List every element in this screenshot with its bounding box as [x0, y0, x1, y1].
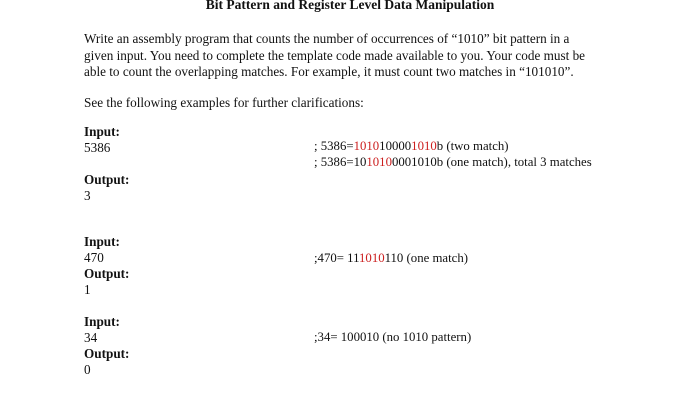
note-text: ;34= 100010 (no 1010 pattern) [314, 330, 472, 344]
note-text: 110 (one match) [384, 251, 468, 265]
intro-paragraph [84, 31, 624, 81]
note-text: b (two match) [436, 139, 509, 153]
example-3-output-label: Output: [84, 346, 130, 361]
highlighted-bits: 1010 [411, 139, 437, 153]
example-3-input-value: 34 [84, 330, 98, 345]
example-2-output-value: 1 [84, 282, 91, 297]
example-3-note-1 [314, 330, 471, 345]
highlighted-bits: 1010 [353, 139, 380, 153]
note-text: ; 5386=10 [314, 155, 367, 169]
note-text: ; 5386= [314, 139, 354, 153]
example-2-output-label: Output: [84, 266, 130, 281]
example-2-input-value: 470 [84, 250, 104, 265]
highlighted-bits: 1010 [359, 251, 385, 265]
example-3-input-label: Input: [84, 314, 120, 329]
example-2-note-1 [314, 251, 468, 266]
note-text: ;470= 11 [314, 251, 360, 265]
note-text: 10000 [379, 139, 412, 153]
example-1-output-label: Output: [84, 172, 130, 187]
document-title: Bit Pattern and Register Level Data Manipulation [205, 0, 495, 12]
see-examples-text: See the following examples for further clarifications: [84, 95, 364, 110]
intro-line-2: given input. You need to complete the template code made available to you. Your code must be [84, 47, 586, 63]
intro-line-3: able to count the overlapping matches. For example, it must count two matches in “101010”. [84, 64, 574, 79]
highlighted-bits: 1010 [366, 155, 392, 169]
example-1-note-2 [314, 155, 592, 170]
example-1-input-value: 5386 [84, 140, 111, 155]
example-1-note-1 [314, 139, 509, 154]
example-2-input-label: Input: [84, 234, 120, 249]
example-3-output-value: 0 [84, 362, 91, 377]
example-1-output-value: 3 [84, 188, 91, 203]
intro-line-1: Write an assembly program that counts the number of occurrences of “1010” bit pattern in a [84, 31, 570, 46]
example-1-input-label: Input: [84, 124, 120, 139]
note-text: 0001010b (one match), total 3 matches [391, 155, 592, 169]
